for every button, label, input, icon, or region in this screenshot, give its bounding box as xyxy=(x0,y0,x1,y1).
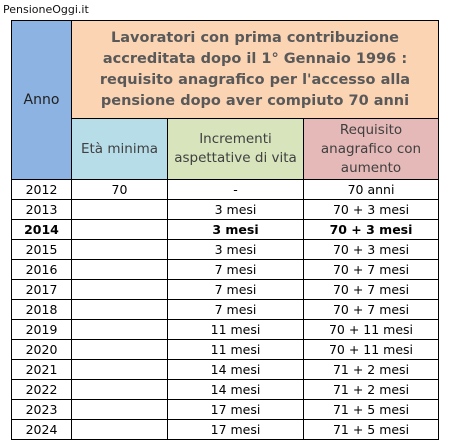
cell-requisito: 70 + 7 mesi xyxy=(304,280,439,300)
cell-requisito: 70 + 7 mesi xyxy=(304,300,439,320)
cell-eta-minima: 70 xyxy=(72,180,168,200)
table-row xyxy=(12,360,439,380)
cell-incremento: - xyxy=(168,180,304,200)
table-row xyxy=(12,260,439,280)
cell-incremento: 17 mesi xyxy=(168,420,304,440)
table-row xyxy=(12,340,439,360)
column-header-anno: Anno xyxy=(12,21,72,180)
cell-incremento: 11 mesi xyxy=(168,320,304,340)
cell-eta-minima xyxy=(72,220,168,240)
cell-eta-minima xyxy=(72,360,168,380)
table-row xyxy=(12,400,439,420)
cell-incremento: 7 mesi xyxy=(168,280,304,300)
cell-incremento: 3 mesi xyxy=(168,240,304,260)
column-header-eta-minima: Età minima xyxy=(72,119,168,180)
header-columns-row xyxy=(12,119,439,180)
table-row xyxy=(12,420,439,440)
cell-requisito: 71 + 5 mesi xyxy=(304,400,439,420)
header-title-row xyxy=(12,21,439,119)
cell-anno: 2022 xyxy=(12,380,72,400)
cell-incremento: 7 mesi xyxy=(168,300,304,320)
cell-incremento: 14 mesi xyxy=(168,360,304,380)
cell-anno: 2018 xyxy=(12,300,72,320)
cell-anno: 2014 xyxy=(12,220,72,240)
column-header-incrementi: Incrementi aspettative di vita xyxy=(168,119,304,180)
cell-eta-minima xyxy=(72,320,168,340)
cell-incremento: 3 mesi xyxy=(168,220,304,240)
table-title: Lavoratori con prima contribuzione accreditata dopo il 1° Gennaio 1996 : requisito anagrafico per l'accesso alla pensione dopo aver compiuto 70 anni xyxy=(72,21,439,119)
cell-anno: 2017 xyxy=(12,280,72,300)
cell-requisito: 71 + 5 mesi xyxy=(304,420,439,440)
cell-requisito: 70 + 11 mesi xyxy=(304,340,439,360)
cell-incremento: 17 mesi xyxy=(168,400,304,420)
cell-requisito: 70 + 7 mesi xyxy=(304,260,439,280)
cell-eta-minima xyxy=(72,380,168,400)
cell-anno: 2019 xyxy=(12,320,72,340)
cell-requisito: 71 + 2 mesi xyxy=(304,360,439,380)
cell-eta-minima xyxy=(72,260,168,280)
cell-eta-minima xyxy=(72,340,168,360)
cell-anno: 2020 xyxy=(12,340,72,360)
cell-requisito: 70 + 11 mesi xyxy=(304,320,439,340)
cell-eta-minima xyxy=(72,240,168,260)
cell-incremento: 7 mesi xyxy=(168,260,304,280)
column-header-requisito: Requisito anagrafico con aumento xyxy=(304,119,439,180)
cell-incremento: 3 mesi xyxy=(168,200,304,220)
table-row xyxy=(12,380,439,400)
table-row xyxy=(12,240,439,260)
cell-requisito: 70 anni xyxy=(304,180,439,200)
cell-anno: 2015 xyxy=(12,240,72,260)
table-row xyxy=(12,220,439,240)
cell-requisito: 70 + 3 mesi xyxy=(304,200,439,220)
cell-anno: 2012 xyxy=(12,180,72,200)
cell-anno: 2013 xyxy=(12,200,72,220)
table-row xyxy=(12,180,439,200)
cell-anno: 2024 xyxy=(12,420,72,440)
cell-requisito: 71 + 2 mesi xyxy=(304,380,439,400)
site-watermark: PensioneOggi.it xyxy=(3,3,89,16)
cell-anno: 2023 xyxy=(12,400,72,420)
table-row xyxy=(12,200,439,220)
cell-incremento: 14 mesi xyxy=(168,380,304,400)
cell-eta-minima xyxy=(72,280,168,300)
cell-eta-minima xyxy=(72,300,168,320)
cell-eta-minima xyxy=(72,400,168,420)
pension-requirements-table xyxy=(11,20,439,440)
table-row xyxy=(12,300,439,320)
cell-eta-minima xyxy=(72,200,168,220)
table-row xyxy=(12,320,439,340)
cell-incremento: 11 mesi xyxy=(168,340,304,360)
cell-requisito: 70 + 3 mesi xyxy=(304,240,439,260)
table-row xyxy=(12,280,439,300)
cell-eta-minima xyxy=(72,420,168,440)
cell-requisito: 70 + 3 mesi xyxy=(304,220,439,240)
cell-anno: 2021 xyxy=(12,360,72,380)
cell-anno: 2016 xyxy=(12,260,72,280)
